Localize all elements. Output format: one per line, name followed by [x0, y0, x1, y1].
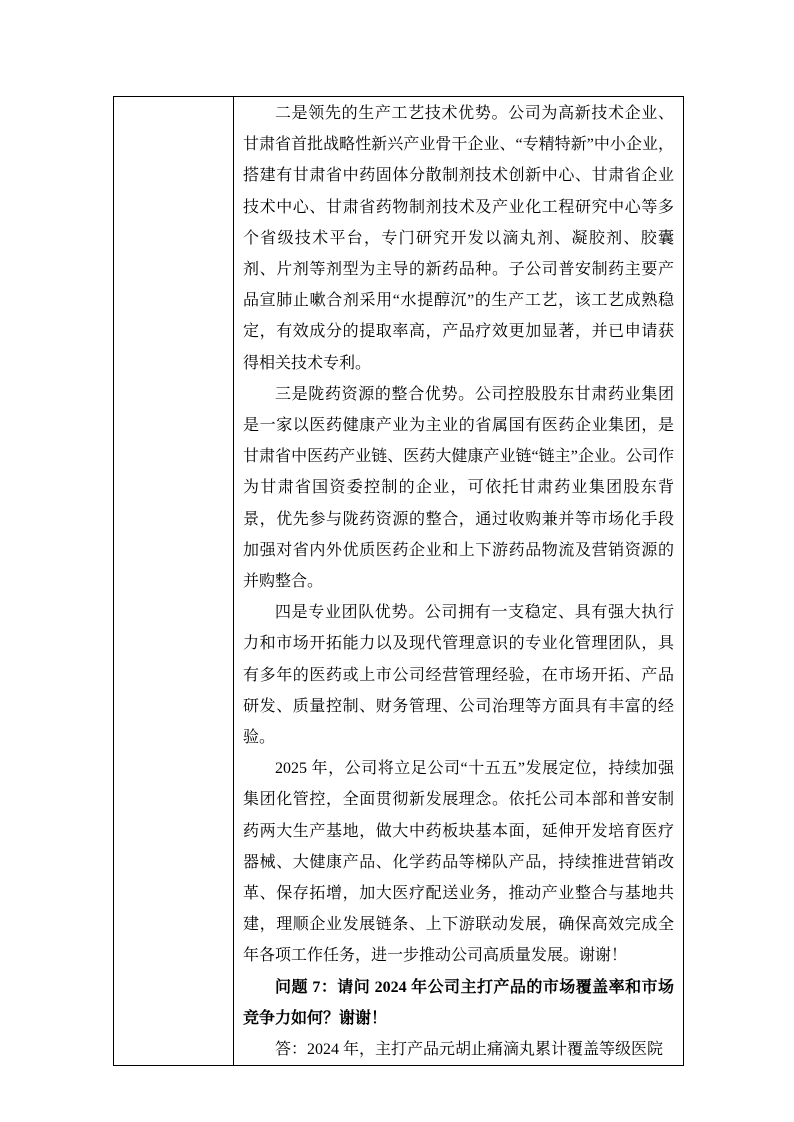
- paragraph-professional-team-advantage: 四是专业团队优势。公司拥有一支稳定、具有强大执行力和市场开拓能力以及现代管理意识的专业化管理团队，具有多年的医药或上市公司经营管理经验，在市场开拓、产品研发、质量控制、财务管理、公司治理等方面具有丰富的经验。: [243, 604, 674, 747]
- table-left-cell: [114, 97, 234, 1066]
- qa-record-table: [113, 96, 684, 1066]
- table-content-cell: [234, 97, 684, 1066]
- table-row: [114, 97, 684, 1066]
- question-7-heading: 问题 7：请问 2024 年公司主打产品的市场覆盖率和市场竞争力如何？谢谢！: [243, 978, 674, 1027]
- paragraph-production-technology-advantage: 二是领先的生产工艺技术优势。公司为高新技术企业、甘肃省首批战略性新兴产业骨干企业、“专精特新”中小企业，搭建有甘肃省中药固体分散制剂技术创新中心、甘肃省企业技术中心、甘肃省药物制剂技术及产业化工程研究中心等多个省级技术平台，专门研究开发以滴丸剂、凝胶剂、胶囊剂、片剂等剂型为主导的新药品种。子公司普安制药主要产品宣肺止嗽合剂采用“水提醇沉”的生产工艺，该工艺成熟稳定，有效成分的提取率高，产品疗效更加显著，并已申请获得相关技术专利。: [243, 105, 674, 372]
- paragraph-resource-integration-advantage: 三是陇药资源的整合优势。公司控股股东甘肃药业集团是一家以医药健康产业为主业的省属国有医药企业集团，是甘肃省中医药产业链、医药大健康产业链“链主”企业。公司作为甘肃省国资委控制的企业，可依托甘肃药业集团股东背景，优先参与陇药资源的整合，通过收购兼并等市场化手段加强对省内外优质医药企业和上下游药品物流及营销资源的并购整合。: [243, 385, 674, 591]
- answer-7-opening-line: 答：2024 年，主打产品元胡止痛滴丸累计覆盖等级医院: [275, 1041, 664, 1059]
- paragraph-2025-outlook: 2025 年，公司将立足公司“十五五”发展定位，持续加强集团化管控，全面贯彻新发展理念。依托公司本部和普安制药两大生产基地，做大中药板块基本面，延伸开发培育医疗器械、大健康产品、化学药品等梯队产品，持续推进营销改革、保存拓增，加大医疗配送业务，推动产业整合与基地共建，理顺企业发展链条、上下游联动发展，确保高效完成全年各项工作任务，进一步推动公司高质量发展。谢谢！: [243, 760, 674, 965]
